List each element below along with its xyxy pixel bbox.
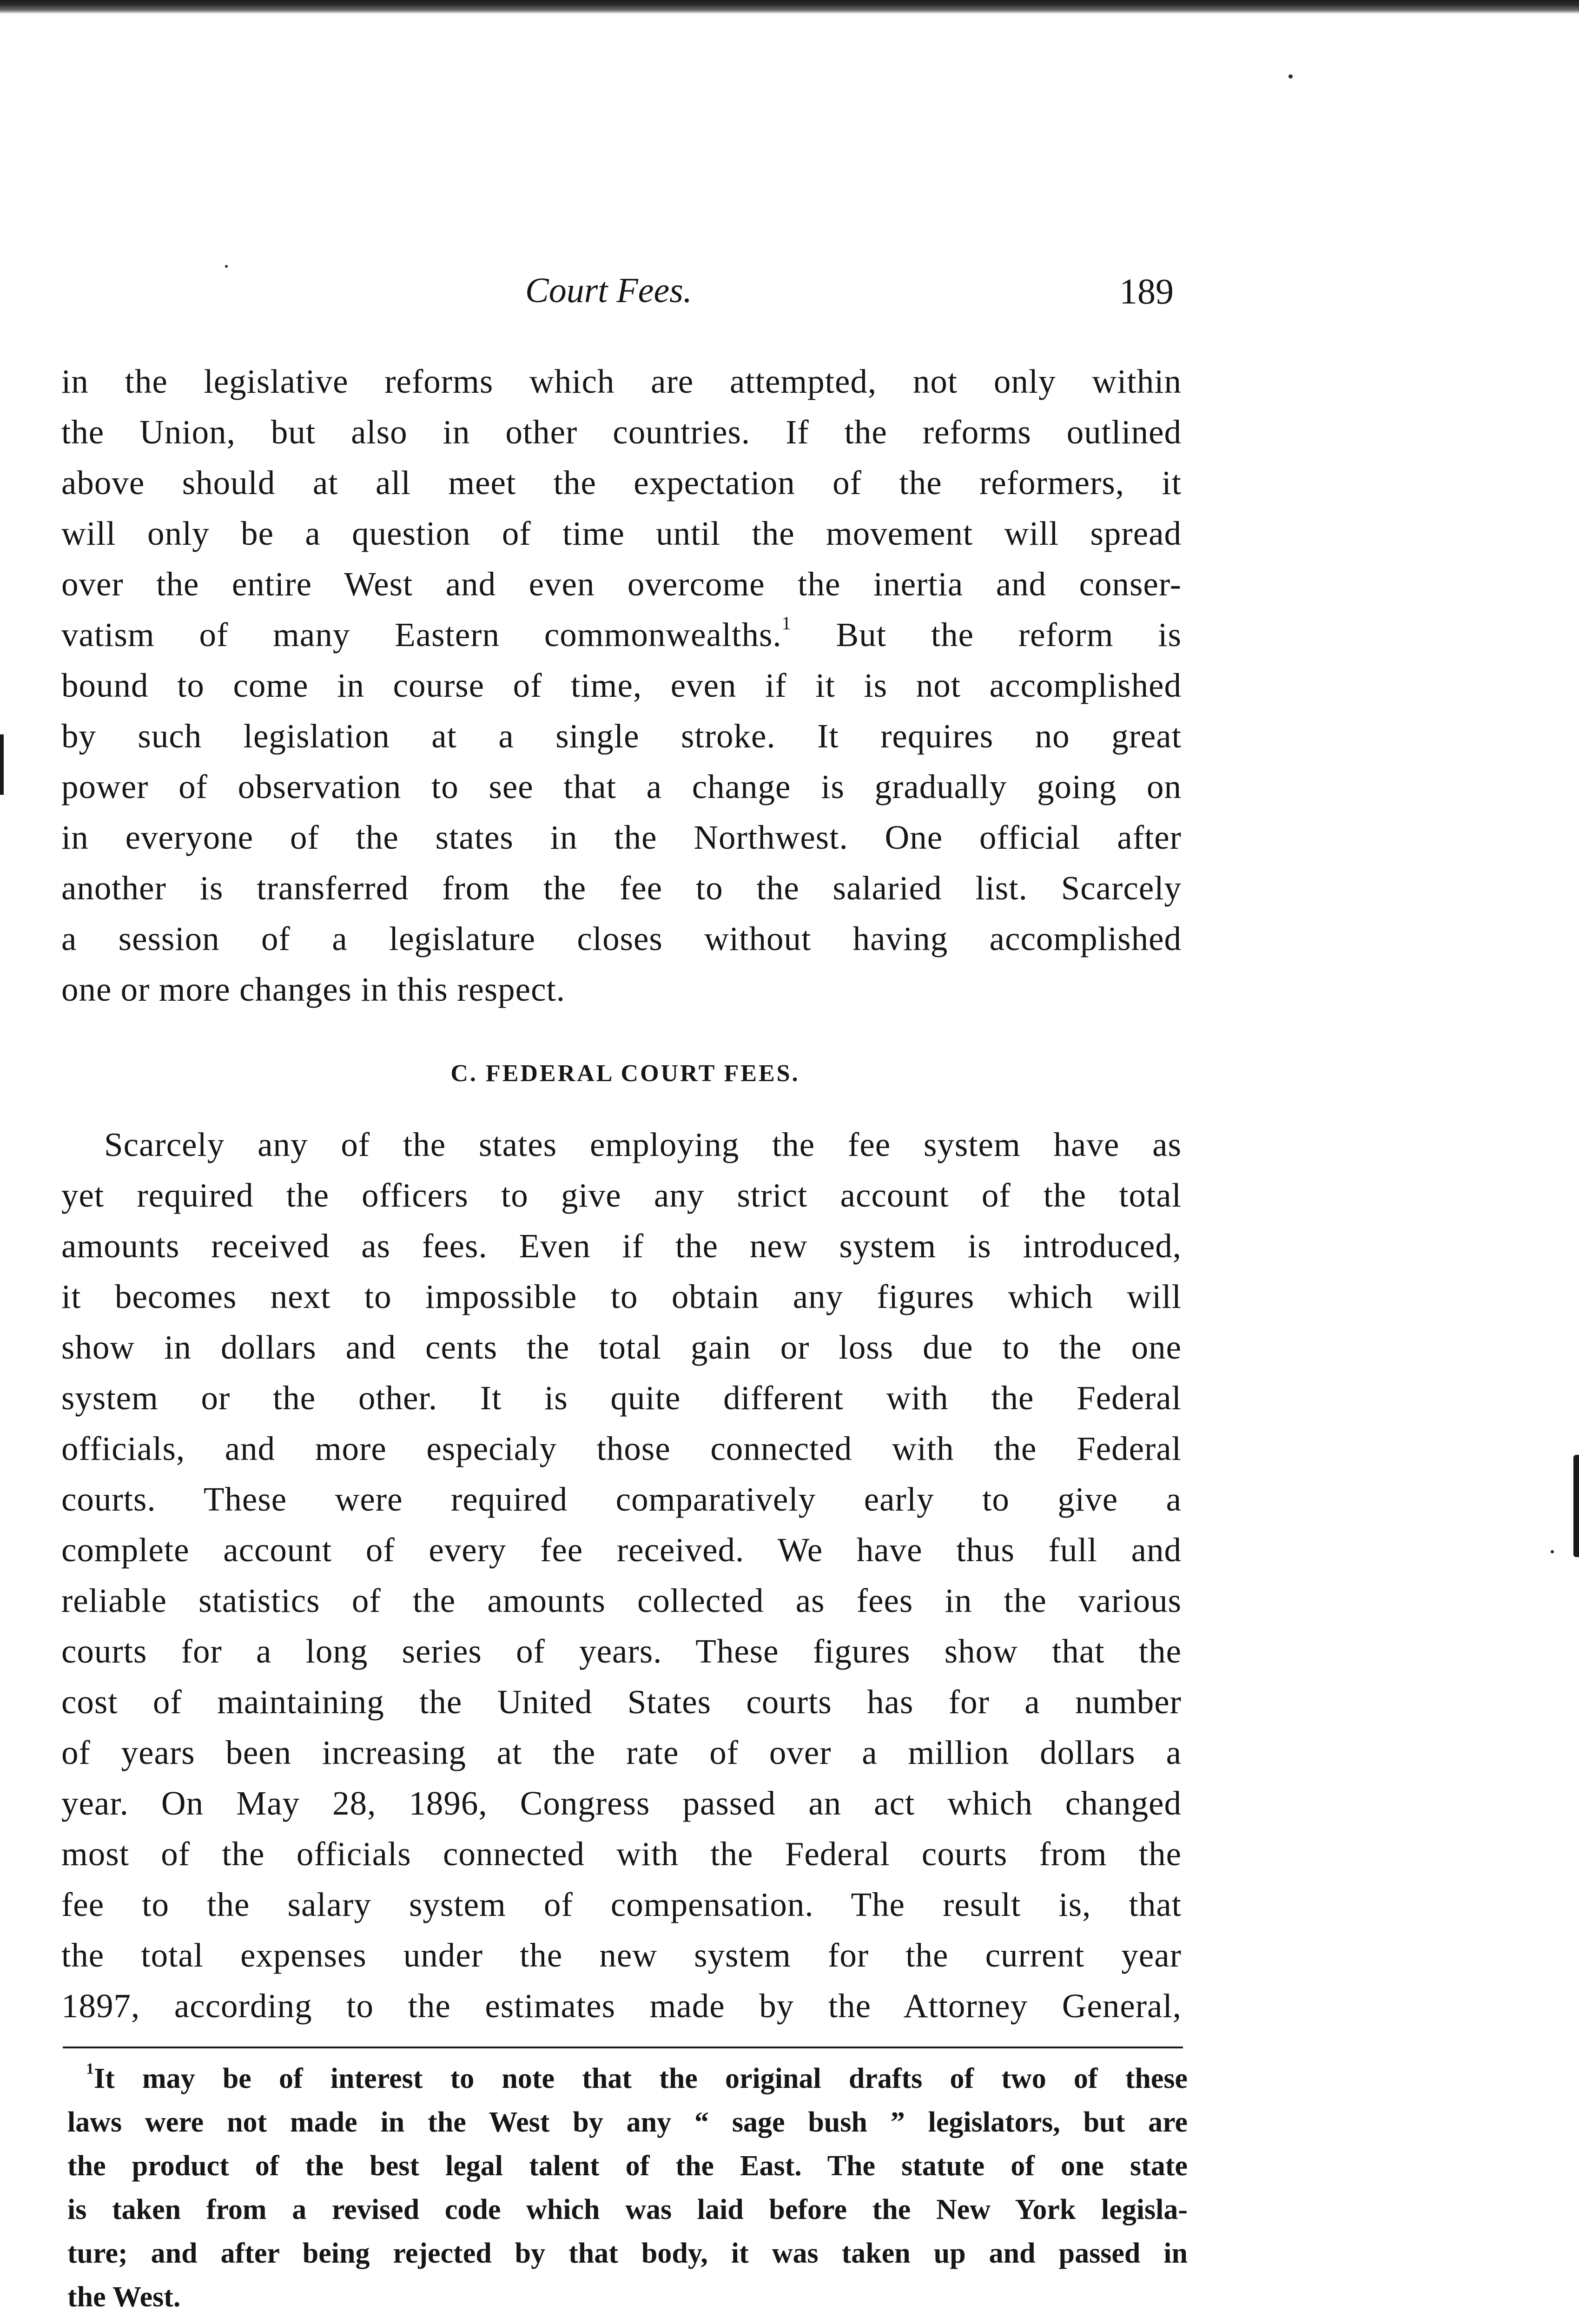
text-line: in the legislative reforms which are attempted, not only within [61,363,1182,400]
text-line: cost of maintaining the United States courts has for a number [61,1683,1182,1721]
text-line: above should at all meet the expectation of the reformers, it [61,464,1182,502]
text-line: courts for a long series of years. These figures show that the [61,1632,1182,1670]
section-heading: C. FEDERAL COURT FEES. [450,1060,800,1087]
text-line: one or more changes in this respect. [61,971,566,1008]
text-line: bound to come in course of time, even if it is not accomplished [61,667,1182,704]
footnote-line: is taken from a revised code which was laid before the New York legisla- [67,2194,1188,2225]
text-line: amounts received as fees. Even if the new system is introduced, [61,1227,1182,1265]
scan-speck [1551,1550,1554,1553]
footnote-line: the West. [67,2281,181,2313]
text-line: courts. These were required comparatively early to give a [61,1480,1182,1518]
text-line: complete account of every fee received. We have thus full and [61,1531,1182,1569]
scan-left-edge-mark [0,734,4,795]
text-line: most of the officials connected with the Federal courts from the [61,1835,1182,1873]
footnote-reference: 1 [781,612,792,634]
text-line: the Union, but also in other countries. If the reforms outlined [61,413,1182,451]
text-line: fee to the salary system of compensation. The result is, that [61,1886,1182,1923]
text-line: system or the other. It is quite different with the Federal [61,1379,1182,1417]
text-line: officials, and more especialy those connected with the Federal [61,1430,1182,1467]
scan-speck [1288,74,1293,79]
text-line-part: But the reform is [836,616,1182,654]
running-head [0,271,1579,322]
text-line: it becomes next to impossible to obtain any figures which will [61,1278,1182,1315]
text-line: by such legislation at a single stroke. It requires no great [61,717,1182,755]
text-line: over the entire West and even overcome the inertia and conser- [61,565,1182,603]
text-line: Scarcely any of the states employing the fee system have as [104,1126,1182,1163]
text-line: of years been increasing at the rate of over a million dollars a [61,1734,1182,1771]
text-line: show in dollars and cents the total gain or loss due to the one [61,1328,1182,1366]
running-head-title: Court Fees. [525,271,692,310]
footnote-line-text: It may be of interest to note that the original drafts of two of these [94,2063,1188,2094]
footnote [67,2057,1188,2319]
page-number: 189 [1119,271,1174,311]
scan-speck [225,265,228,268]
paragraph-1 [61,356,1182,1015]
text-line-part: vatism of many Eastern commonwealths. [61,616,782,654]
footnote-marker: 1 [86,2060,94,2078]
text-line: will only be a question of time until the movement will spread [61,515,1182,552]
footnote-line: ture; and after being rejected by that body, it was taken up and passed in [67,2238,1188,2269]
text-line: in everyone of the states in the Northwest. One official after [61,819,1182,856]
text-line: another is transferred from the fee to the salaried list. Scarcely [61,869,1182,907]
text-line: yet required the officers to give any strict account of the total [61,1176,1182,1214]
scan-top-edge [0,0,1579,14]
text-line: a session of a legislature closes without having accomplished [61,920,1182,957]
footnote-rule [63,2047,1183,2048]
footnote-line [67,2057,1188,2100]
text-line: power of observation to see that a change is gradually going on [61,768,1182,805]
paragraph-2 [61,1119,1182,2031]
text-line: the total expenses under the new system for the current year [61,1936,1182,1974]
text-line: year. On May 28, 1896, Congress passed an act which changed [61,1784,1182,1822]
text-line-with-footnote-ref [61,609,1182,660]
scan-right-edge-mark [1573,1455,1579,1557]
text-line: 1897, according to the estimates made by the Attorney General, [61,1987,1182,2025]
footnote-line: laws were not made in the West by any “ sage bush ” legislators, but are [67,2106,1188,2138]
text-line: reliable statistics of the amounts collected as fees in the various [61,1582,1182,1619]
footnote-line: the product of the best legal talent of the East. The statute of one state [67,2150,1188,2182]
